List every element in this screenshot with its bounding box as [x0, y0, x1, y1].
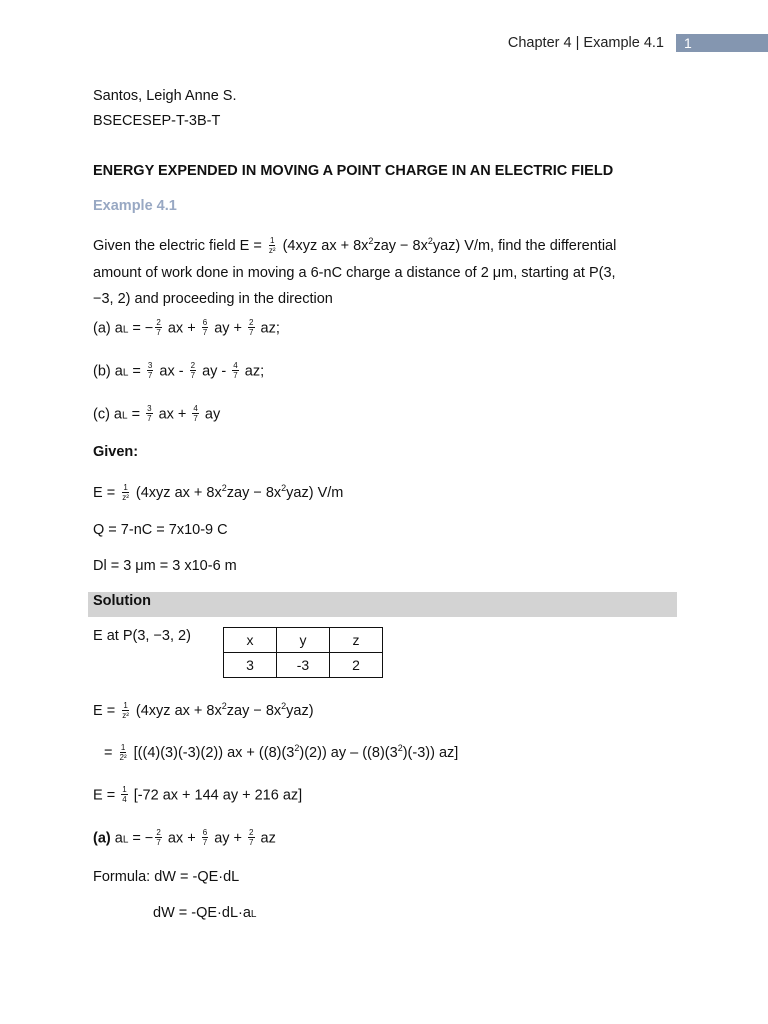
given-dl: Dl = 3 μm = 3 x10-6 m — [93, 558, 237, 574]
solution-e-result: E = $\frac{1}{4}$ [-72 ax + 144 ay + 216 az] — [93, 785, 303, 804]
page-number: 1 — [684, 35, 692, 51]
example-label: Example 4.1 — [93, 198, 177, 214]
author-name: Santos, Leigh Anne S. — [93, 88, 237, 104]
direction-a: (a) aL = − $\frac{2}{7}$ ax + $\frac{6}{7}$ ay + $\frac{2}{7}$ az; — [93, 318, 280, 337]
problem-line-1: Given the electric field E = $\frac{1}{\text{z²}}$ (4xyz ax + $8x^2zay - 8x^2yaz$) V/m, find the differential — [93, 235, 617, 255]
solution-part-a: (a) aL = − $\frac{2}{7}$ ax + $\frac{6}{7}$ ay + $\frac{2}{7}$ az — [93, 828, 276, 847]
solution-bar — [88, 592, 677, 617]
direction-b: (b) aL = $\frac{3}{7}$ ax - $\frac{2}{7}$ ay - $\frac{4}{7}$ az; — [93, 361, 265, 380]
solution-e: E = $\frac{1}{\text{z²}}$ (4xyz ax + $8x^2zay - 8x^2yaz$) — [93, 700, 314, 720]
table-header-x: x — [224, 628, 277, 653]
solution-substitution: = $\frac{1}{\text{2²}}$ [((4)(3)(-3)(2)) ax + $((8)(3^2)(2))$ ay – $((8)(3^2)(-3))$ az] — [104, 742, 459, 762]
table-header-y: y — [277, 628, 330, 653]
e-at-p: E at P(3, −3, 2) — [93, 628, 191, 644]
table-header-z: z — [330, 628, 383, 653]
coordinates-table — [223, 627, 383, 678]
author-section: BSECESEP-T-3B-T — [93, 113, 221, 129]
formula-1: Formula: dW = -QE·dL — [93, 869, 240, 885]
formula-2: dW = -QE·dL·aL — [153, 905, 257, 921]
table-row — [224, 653, 383, 678]
problem-line-2: amount of work done in moving a 6-nC charge a distance of 2 μm, starting at P(3, — [93, 265, 616, 281]
table-cell-y: -3 — [277, 653, 330, 678]
header-chapter: Chapter 4 | Example 4.1 — [507, 35, 664, 51]
table-header-row — [224, 628, 383, 653]
problem-line-3: −3, 2) and proceeding in the direction — [93, 291, 333, 307]
given-heading: Given: — [93, 444, 139, 460]
page-number-box — [676, 34, 768, 52]
table-cell-x: 3 — [224, 653, 277, 678]
table-cell-z: 2 — [330, 653, 383, 678]
problem-suffix: V/m, find the differential — [464, 237, 617, 254]
given-q: Q = 7-nC = 7x10-9 C — [93, 522, 228, 538]
fraction: $\frac{1}{\text{z²}}$ — [268, 235, 276, 255]
solution-heading: Solution — [93, 593, 151, 609]
document-title: ENERGY EXPENDED IN MOVING A POINT CHARGE IN AN ELECTRIC FIELD — [93, 163, 614, 179]
direction-c: (c) aL = $\frac{3}{7}$ ax + $\frac{4}{7}$ ay — [93, 404, 221, 423]
problem-prefix: Given the electric field E = — [93, 237, 262, 254]
given-e: E = $\frac{1}{\text{z²}}$ (4xyz ax + $8x^2zay - 8x^2yaz$) V/m — [93, 482, 344, 502]
